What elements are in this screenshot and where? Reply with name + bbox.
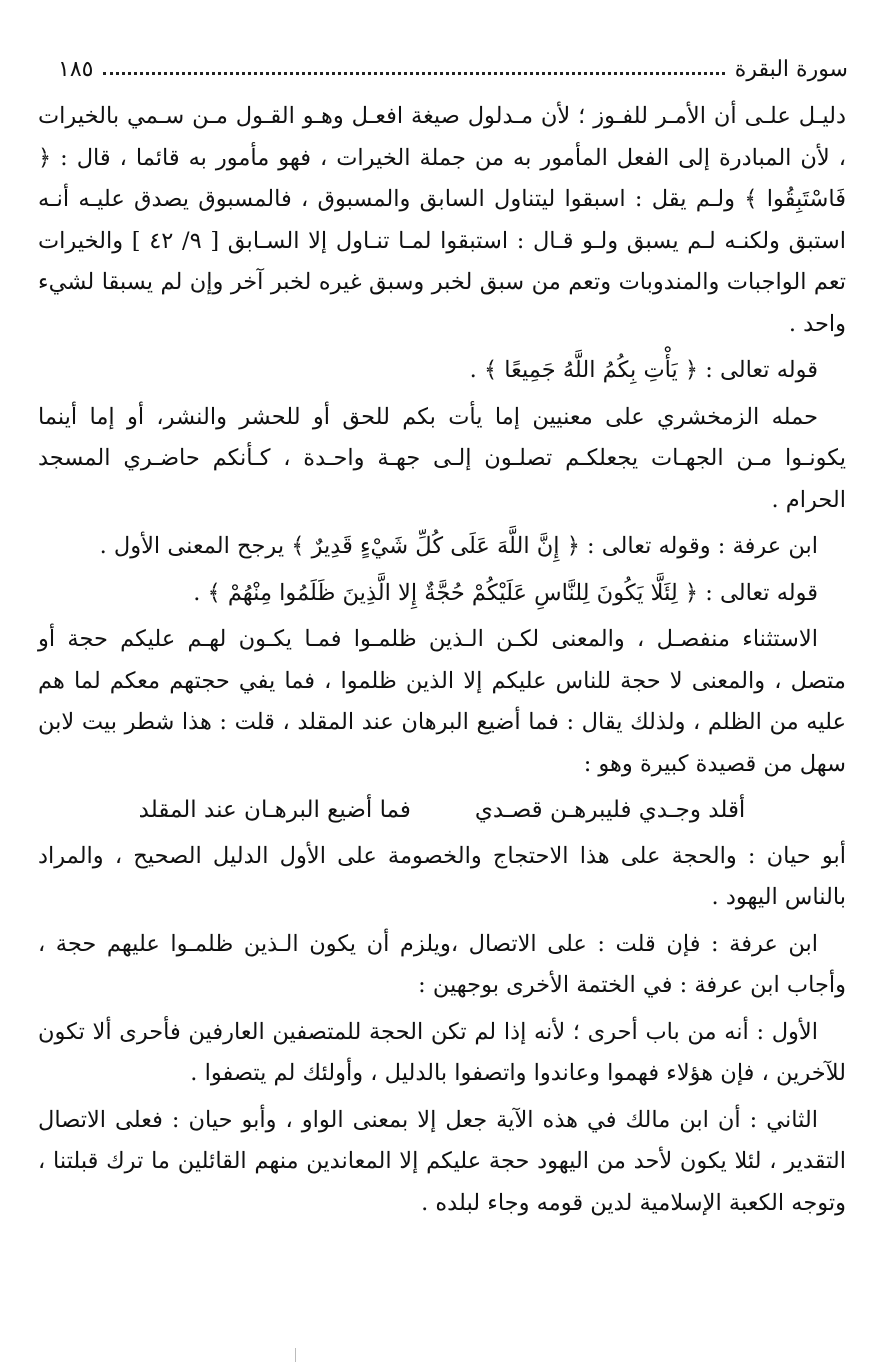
paragraph-ibn-arafa-qadir: ابن عرفة : وقوله تعالى : ﴿ إِنَّ اللَّهَ عَلَى كُلِّ شَيْءٍ قَدِيرٌ ﴾ يرجح المعنى الأول .: [99, 533, 818, 559]
paragraph-ibn-arafa-ittisal: ابن عرفة : فإن قلت : على الاتصال ،ويلزم أن يكون الـذين ظلمـوا عليهم حجة ، وأجاب ابن عرفة : في الختمة الأخرى بوجهين :: [38, 930, 846, 998]
paragraph-istithna: الاستثناء منفصـل ، والمعنى لكـن الـذين ظلمـوا فمـا يكـون لهـم عليكم حجة أو متصل ، والمعنى لا حجة للناس عليكم إلا الذين ظلموا ، فما يفي حجتهم معكم لما هم عليه من الظلم ، ولذلك يقال : فما أضيع البرهان عند المقلد ، قلت : هذا شطر بيت لابن سهل من قصيدة كبيرة وهو :: [38, 626, 846, 777]
paragraph-first-answer: الأول : أنه من باب أحرى ؛ لأنه إذا لم تكن الحجة للمتصفين العارفين فأحرى ألا تكون للآخرين ، فإن هؤلاء فهموا وعاندوا واتصفوا بالدليل ، وأولئك لم يتصفوا .: [38, 1018, 846, 1086]
paragraph-verse-liallayakun: قوله تعالى : ﴿ لِئَلَّا يَكُونَ لِلنَّاسِ عَلَيْكُمْ حُجَّةٌ إِلا الَّذِينَ ظَلَمُوا مِنْهُمْ ﴾ .: [193, 579, 818, 606]
surah-title: سورة البقرة: [734, 56, 848, 82]
poetry-verse: [38, 790, 846, 832]
page-body: [38, 96, 846, 1229]
paragraph-verse-yati: قوله تعالى : ﴿ يَأْتِ بِكُمُ اللَّهُ جَمِيعًا ﴾ .: [469, 357, 818, 383]
verse-first-hemistich: أقلد وجـدي فليبرهـن قصـدي: [474, 797, 746, 823]
page-header: [58, 52, 848, 86]
paragraph-abu-hayyan: أبو حيان : والحجة على هذا الاحتجاج والخصومة على الأول الدليل الصحيح ، والمراد بالناس اليهود .: [38, 842, 846, 910]
header-dotted-leader: [103, 72, 724, 75]
page-number: ١٨٥: [58, 56, 94, 82]
paragraph-istabiqu: دليـل علـى أن الأمـر للفـوز ؛ لأن مـدلول صيغة افعـل وهـو القـول مـن سـمي بالخيرات ، لأن المبادرة إلى الفعل المأمور به من جملة الخيرات ، فهو مأمور به قائما ، قال : ﴿ فَاسْتَبِقُوا ﴾ ولـم يقل : اسبقوا ليتناول السابق والمسبوق ، فالمسبوق يصدق عليـه أنـه استبق ولكنـه لـم يسبق ولـو قـال : استبقوا لمـا تنـاول إلا السـابق [ ٩/ ٤٢ ] والخيرات تعم الواجبات والمندوبات وتعم من سبق لخبر وسبق غيره لخبر آخر وإن لم يسبقا لشيء واحد .: [38, 103, 847, 337]
paragraph-second-answer: الثاني : أن ابن مالك في هذه الآية جعل إلا بمعنى الواو ، وأبو حيان : فعلى الاتصال التقدير ، لئلا يكون لأحد من اليهود حجة عليكم إلا المعاندين منهم القائلين ما ترك قبلتنا ، وتوجه الكعبة الإسلامية لدين قومه وجاء لبلده .: [38, 1106, 846, 1216]
verse-second-hemistich: فما أضيع البرهـان عند المقلد: [138, 797, 411, 823]
paragraph-zamakhshari: حمله الزمخشري على معنيين إما يأت بكم للحق أو للحشر والنشر، أو إما أينما يكونـوا مـن الجهـات يجعلكـم تصلـون إلـى جهـة واحـدة ، كـأنكم حاضـري المسجد الحرام .: [38, 403, 846, 513]
scan-mark: [295, 1348, 300, 1362]
